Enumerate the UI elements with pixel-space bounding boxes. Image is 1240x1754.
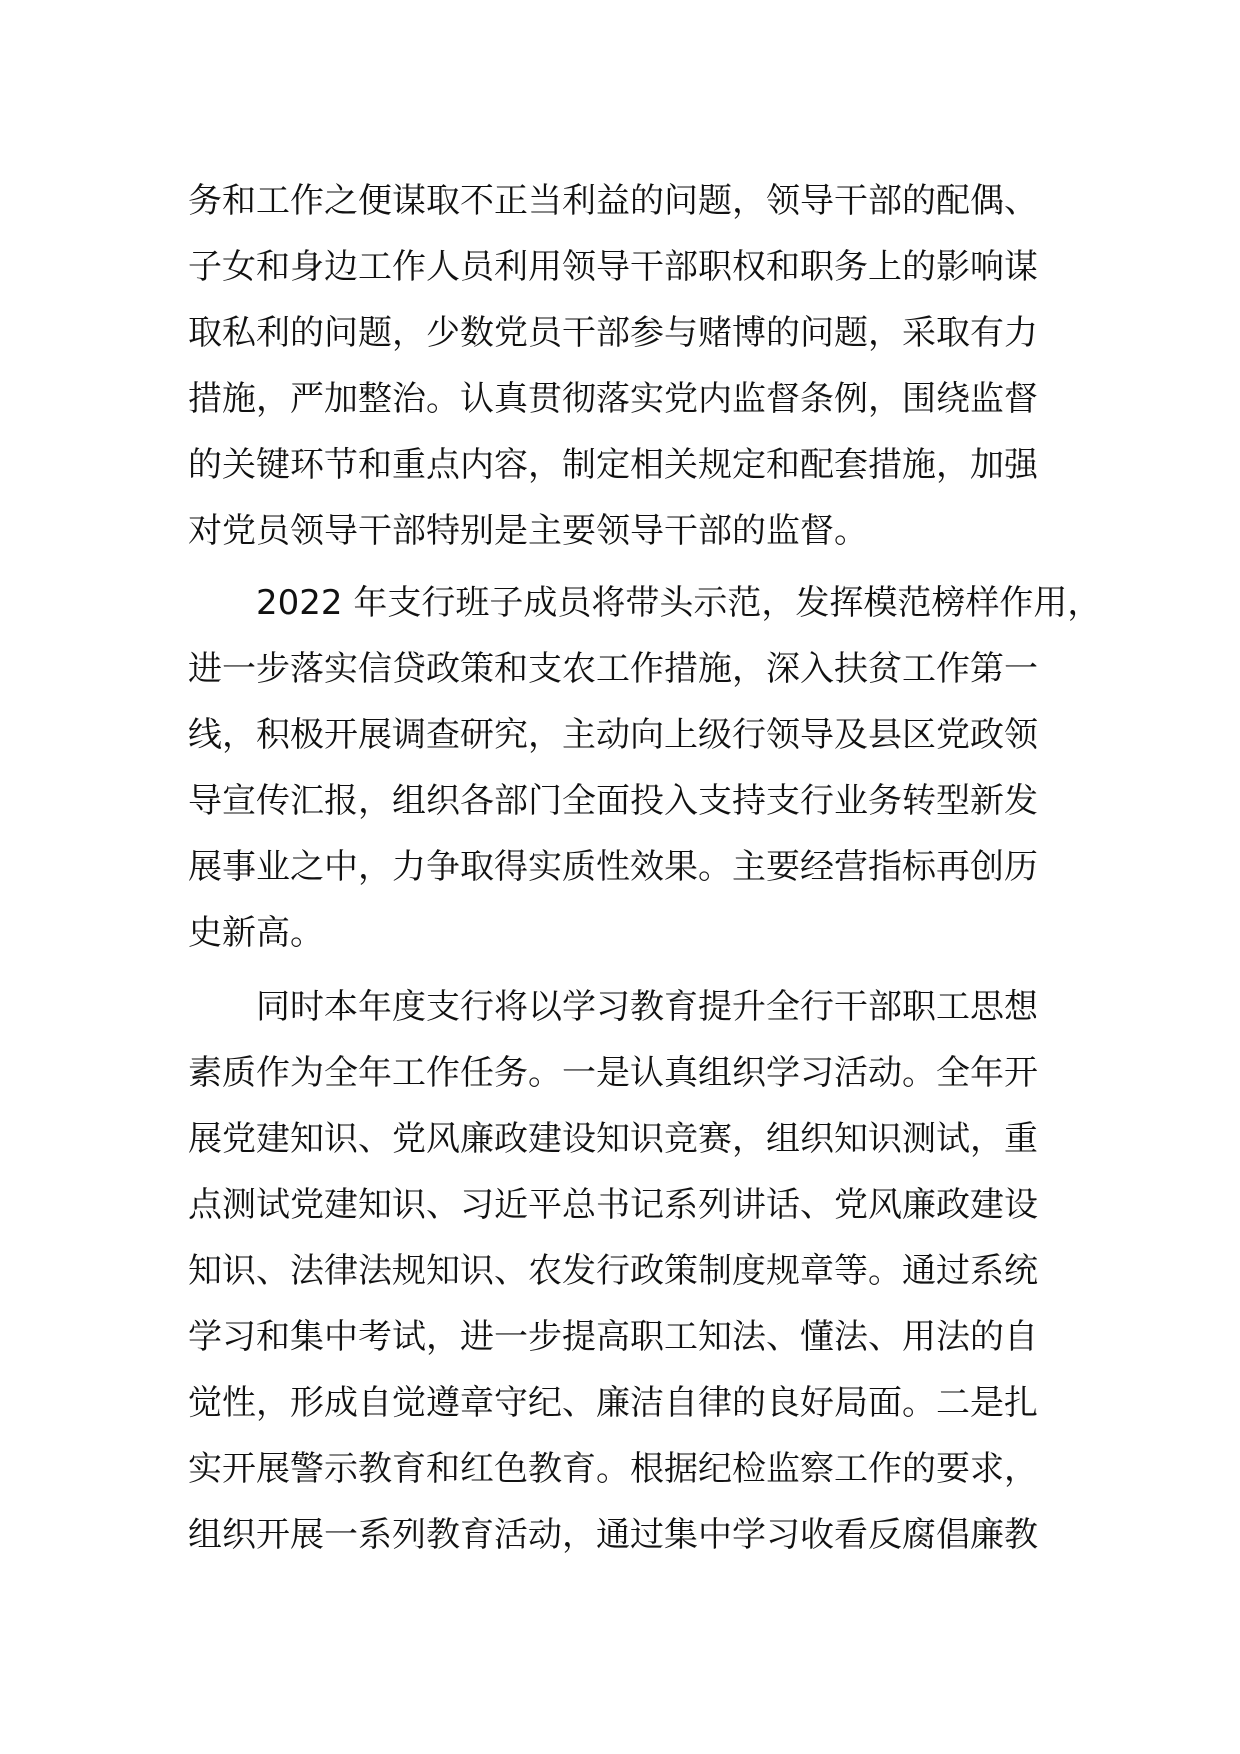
paragraph-line: 务和工作之便谋取不正当利益的问题，领导干部的配偶、	[188, 181, 1038, 221]
paragraph-line: 进一步落实信贷政策和支农工作措施，深入扶贫工作第一	[188, 649, 1038, 689]
paragraph-line: 的关键环节和重点内容，制定相关规定和配套措施，加强	[188, 445, 1038, 485]
paragraph-line: 对党员领导干部特别是主要领导干部的监督。	[188, 511, 868, 551]
paragraph-line: 展党建知识、党风廉政建设知识竞赛，组织知识测试，重	[188, 1119, 1038, 1159]
paragraph-line: 知识、法律法规知识、农发行政策制度规章等。通过系统	[188, 1251, 1038, 1291]
paragraph-line: 子女和身边工作人员利用领导干部职权和职务上的影响谋	[188, 247, 1038, 287]
paragraph-line: 导宣传汇报，组织各部门全面投入支持支行业务转型新发	[188, 781, 1038, 821]
paragraph-line: 组织开展一系列教育活动，通过集中学习收看反腐倡廉教	[188, 1515, 1038, 1555]
paragraph-first-line: 2022 年支行班子成员将带头示范，发挥模范榜样作用，	[256, 583, 1102, 623]
paragraph-line: 点测试党建知识、习近平总书记系列讲话、党风廉政建设	[188, 1185, 1038, 1225]
paragraph-line: 展事业之中，力争取得实质性效果。主要经营指标再创历	[188, 847, 1038, 887]
paragraph-line: 措施，严加整治。认真贯彻落实党内监督条例，围绕监督	[188, 379, 1038, 419]
paragraph-first-line: 同时本年度支行将以学习教育提升全行干部职工思想	[256, 987, 1038, 1027]
paragraph-line: 学习和集中考试，进一步提高职工知法、懂法、用法的自	[188, 1317, 1038, 1357]
paragraph-line: 取私利的问题，少数党员干部参与赌博的问题，采取有力	[188, 313, 1038, 353]
paragraph-line: 觉性，形成自觉遵章守纪、廉洁自律的良好局面。二是扎	[188, 1383, 1038, 1423]
paragraph-line: 线，积极开展调查研究，主动向上级行领导及县区党政领	[188, 715, 1038, 755]
paragraph-line: 实开展警示教育和红色教育。根据纪检监察工作的要求，	[188, 1449, 1038, 1489]
paragraph-1	[188, 168, 1048, 564]
paragraph-3	[188, 974, 1048, 1568]
paragraph-line: 史新高。	[188, 913, 324, 953]
paragraph-2	[188, 570, 1102, 966]
paragraph-line: 素质作为全年工作任务。一是认真组织学习活动。全年开	[188, 1053, 1038, 1093]
